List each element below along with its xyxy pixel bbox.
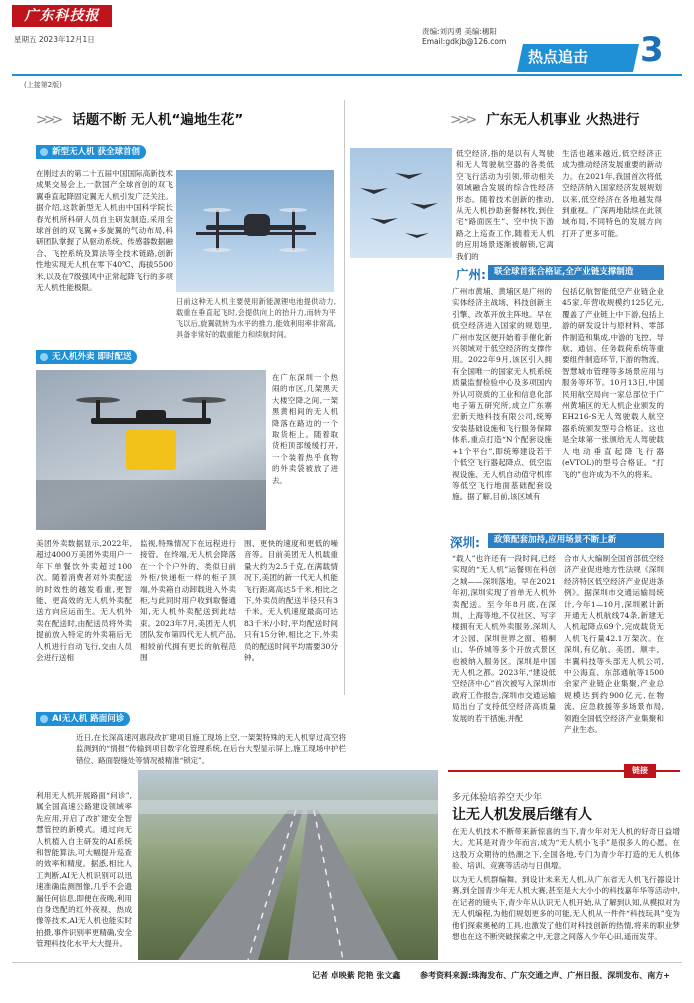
delivery-drone-illustration [36, 370, 266, 530]
column-title: 热点追击 [528, 48, 589, 66]
sidebar-badge: 链接 [624, 764, 656, 778]
ai-drone-intro: 近日,在长深高速河惠段改扩建项目施工现场上空,一架架特殊的无人机穿过高空将监测到的“情报”传输到项目数字化管理系统,在后台大型显示屏上,施工现场中护栏错位、路面裂缝处等情况被精准“锁定”。 [76, 733, 346, 765]
delivery-text-col3: 围、更快的速度和更低的噪音等。目前美团无人机载重量大约为2.5千克,在满载情况下,美团的新一代无人机能飞行距离高达5千米,相比之下,外卖员的配送半径只有3千米。无人机速度最高可达83千米/小时,平均配送时间只有15分钟,相比之下,外卖员的配送时间平均需要30分钟。 [244, 539, 338, 663]
sidebar-paragraph-1: 在无人机技术不断带来新惊喜的当下,青少年对无人机的好奇日益增大。尤其是对青少年而言,成为“无人机小飞手”是很多人的心愿。在这股万众期待的热潮之下,全国各地,专门为青少年打造的无人机体验、培训、竞赛等活动与日俱增。 [452, 827, 680, 871]
chevron-icon: >>> [36, 112, 60, 128]
contact-email: Email:gdkjb@126.com [422, 37, 507, 46]
subsection-tag-ai-drone: AI无人机 路面问诊 [36, 712, 130, 726]
footer-rule [12, 962, 682, 963]
left-section-heading [36, 108, 243, 128]
drone-swarm-photo [350, 148, 452, 258]
reporter-credits: 记者 卓映紫 陀艳 张文鑫 [312, 971, 401, 980]
drone-swarm-illustration [350, 148, 452, 258]
right-section-title: 广东无人机事业 火热进行 [486, 112, 640, 128]
left-section-title: 话题不断 无人机“遍地生花” [72, 112, 244, 128]
highway-aerial-photo [138, 770, 438, 960]
page-number: 3 [640, 30, 664, 70]
issue-date: 星期五 2023年12月1日 [14, 35, 95, 44]
guangzhou-label: 广州: [456, 267, 486, 282]
shenzhen-text-col1: “载人”也许还有一段时间,已经实现的“无人机”运餐则在科创之城——深圳落地。早在2021年初,深圳实现了首单无人机外卖配送。至今年8月底,在深圳、上海等地,不仅社区、写字楼拥有无人机外卖服务,深圳人才公园、深圳世界之窗、梧桐山、华侨城等多个开放式景区也被纳入服务区。深圳是中国无人机之都。2023年,“建设低空经济中心”首次被写入深圳市政府工作报告,深圳市交通运输局出台了支持低空经济高质量发展的若干措施,并配 [452, 554, 556, 723]
delivery-text-col1: 美团外卖数据显示,2022年,超过4000万美团外卖用户一年下单餐饮外卖超过100次。随着消费者对外卖配送的时效性的越发看重,更智能、更高效的无人机外卖配送方向应运而生。无人机外卖在配送时,由配送员将外卖提前放入特定的外卖箱后无人机进行自动飞行,交由人员会进行送相 [36, 539, 132, 663]
subsection-tag-delivery: 无人机外卖 即时配送 [36, 350, 137, 364]
sidebar-kicker: 多元体验培养空天少年 [452, 793, 543, 803]
continued-note: (上接第2版) [24, 81, 62, 89]
delivery-drone-photo [36, 370, 266, 530]
drone-photo-caption: 日前这种无人机主要使用新能源锂电池提供动力,载重在垂直起飞时,会提供向上的抬升力,而转为平飞以后,旋翼就转为水平的推力,能效利用率非常高,具备非常好的载重能力和续航时间。 [176, 297, 336, 339]
guangzhou-band: 联全球首张合格证,全产业链支撑制造 [488, 265, 664, 280]
column-divider [344, 100, 345, 695]
masthead-rule [12, 74, 682, 76]
newspaper-logo: 广东科技报 [12, 5, 112, 27]
delivery-text-col2: 监视,特殊情况下在远程进行接管。在终端,无人机会降落在一个个户外的、类似日前外柜/快递柜一样的柜子顶端,外卖箱自动卸载进入外卖柜,与此同时用户收到取餐通知,无人机外卖配送到此结束。2023年7月,美团无人机团队发布第四代无人机产品,相较前代拥有更长的航程范围 [140, 539, 236, 663]
drone-sky-photo [176, 170, 334, 292]
delivery-intro-text: 在广东深圳一个热闹的市区,几架黑天大楼空降之间,一架黑黄相间的无人机降落在路边的一个取货柜上。随着取货柜顶部缓缓打开,一个装着热乎食物的外卖袋被放了进去。 [272, 373, 338, 485]
sidebar-paragraph-2: 以为无人机群编舞、到设计未来无人机,从广东省无人机飞行器设计赛,到全国青少年无人机大赛,甚至是大大小小的科技嘉年华等活动中,在记者的镜头下,青少年从认识无人机开始,从了解到认知,从模拟对为无人机编程,为他们规划更多的可能,无人机从一件件“科技玩具”变为他们探索奥秘的工具,也激发了他们对科技创新的热情,将来的职业梦想也在这不断突破探索之中,无意之间落入少年心田,遥而发芽。 [452, 875, 680, 942]
sidebar-headline: 让无人机发展后继有人 [452, 807, 592, 823]
shenzhen-text-col2: 合市人大编制全国首部低空经济产业促进地方性法规《深圳经济特区低空经济产业促进条例》。据深圳市交通运输局统计,今年1—10月,深圳累计新开通无人机航线74条,新建无人机起降点69个,完成载货无人机飞行量42.1万架次。在深圳,有亿航、美团、顺丰、丰翼科技等头部无人机公司,中公海直、东部通航等1500余家产业链企业集聚,产业总规模达到约900亿元,在物流、应急救援等多场景布局,领跑全国低空经济产业集聚和产业生态。 [564, 554, 664, 735]
highway-illustration [138, 770, 438, 960]
shenzhen-band: 政策配套加持,应用场景不断上新 [488, 533, 664, 548]
guangzhou-text-col2: 包括亿航智能低空产业链企业45家,年营收规模约125亿元,覆盖了产业链上中下游,包括上游的研发设计与原材料、零部件制造和集成,中游的飞控、导航、通信、任务载荷系统等重要组件制造环节,下游的物流、智慧城市管理等多场景应用与服务等环节。10月13日,中国民用航空局向一家总部位于广州黄埔区的无人机企业颁发的EH216-S无人驾驶载人航空器系统颁发型号合格证。这也是全球第一张颁给无人驾驶载人电动垂直起降飞行器(eVTOL)的型号合格证。“打飞的”也许成为不久的将来。 [562, 287, 664, 479]
right-section-heading [450, 108, 640, 128]
chevron-icon: >>> [450, 112, 474, 128]
low-altitude-intro-col2: 生活也越来越近,低空经济正成为推动经济发展重要的新动力。在2021年,我国首次将低空经济纳入国家经济发展规划以来,低空经济在各地越发得到重视。广深两地陆续在此领域布局,不同特色的发展方向打开了更多可能。 [562, 149, 662, 238]
guangzhou-text-col1: 广州市黄埔、黄埔区是广州的实体经济主战场、科技创新主引擎、改革开放主阵地。早在低空经济进入国家的规划里,广州市发区便开始着手催化新兴领域对于低空经济的支撑作用。2022年9月,该区引入拥有全国唯一的国家无人机系统质量监督检验中心及多项国内外认可资质的工业和信息化部电子第五研究所,成立广东寨宏新天地科技有限公司,统筹安装基础设施和飞行服务保障体系,重点打造“N个配套设施+1个平台”,即统筹建设若干个低空飞行器起降点、低空监视设施、无人机自动值守机库等低空飞行地面基础配套设施。据了解,目前,该区域有 [452, 287, 552, 502]
source-credits: 参考资料来源:珠海发布、广东交通之声、广州日报、深圳发布、南方+ [420, 971, 670, 980]
drone-illustration [176, 170, 334, 292]
ai-drone-text: 利用无人机开展路面“问诊”,属全国高速公路建设领域率先应用,开启了改扩建安全智慧管控的新模式。通过向无人机植入自主研发的AI系统和智能算法,可大幅提升巡查的效率和精度。据悉,相比人工判断,AI无人机识别可以迅速准确监测图像,几乎不会遗漏任何信息,即便在夜晚,利用自身迭配的红外夜视、热成像等技术,AI无人机也能实时拍摄,事件识别率更精确,安全管理科技化水平大大提升。 [36, 791, 132, 949]
new-drone-text: 在刚过去的第二十五届中国国际高新技术成果交易会上,一款国产全球首创的双飞翼垂直起降固定翼无人机引发广泛关注。据介绍,这款新型无人机由中国科学院长春光机所科研人员自主研发制造,采用全球首创的双飞翼+多旋翼的气动布局,科研团队掌握了从驱动系统、传感器数据融合、飞控系统及算法等全技术链路,创新性地实现无人机在零下40℃、海拔5500米,以及在7级强风中正常起降飞行的多项无人机性能极限。 [36, 169, 173, 293]
low-altitude-intro-col1: 低空经济,指的是以有人驾驶和无人驾驶航空器的各类低空飞行活动为引领,带动相关领域融合发展的综合性经济形态。随着技术创新的推动,从无人机抄助套餐林牧,到住宅“路面医生”、空中快下游路之上巡查工作,随着无人机的应用场景逐渐被解锁,它离我们的 [456, 149, 554, 261]
editor-credit: 责编:刘丙勇 美编:穗阳 [422, 27, 497, 36]
shenzhen-label: 深圳: [450, 535, 480, 550]
subsection-tag-new-drone: 新型无人机 获全球首创 [36, 145, 146, 159]
